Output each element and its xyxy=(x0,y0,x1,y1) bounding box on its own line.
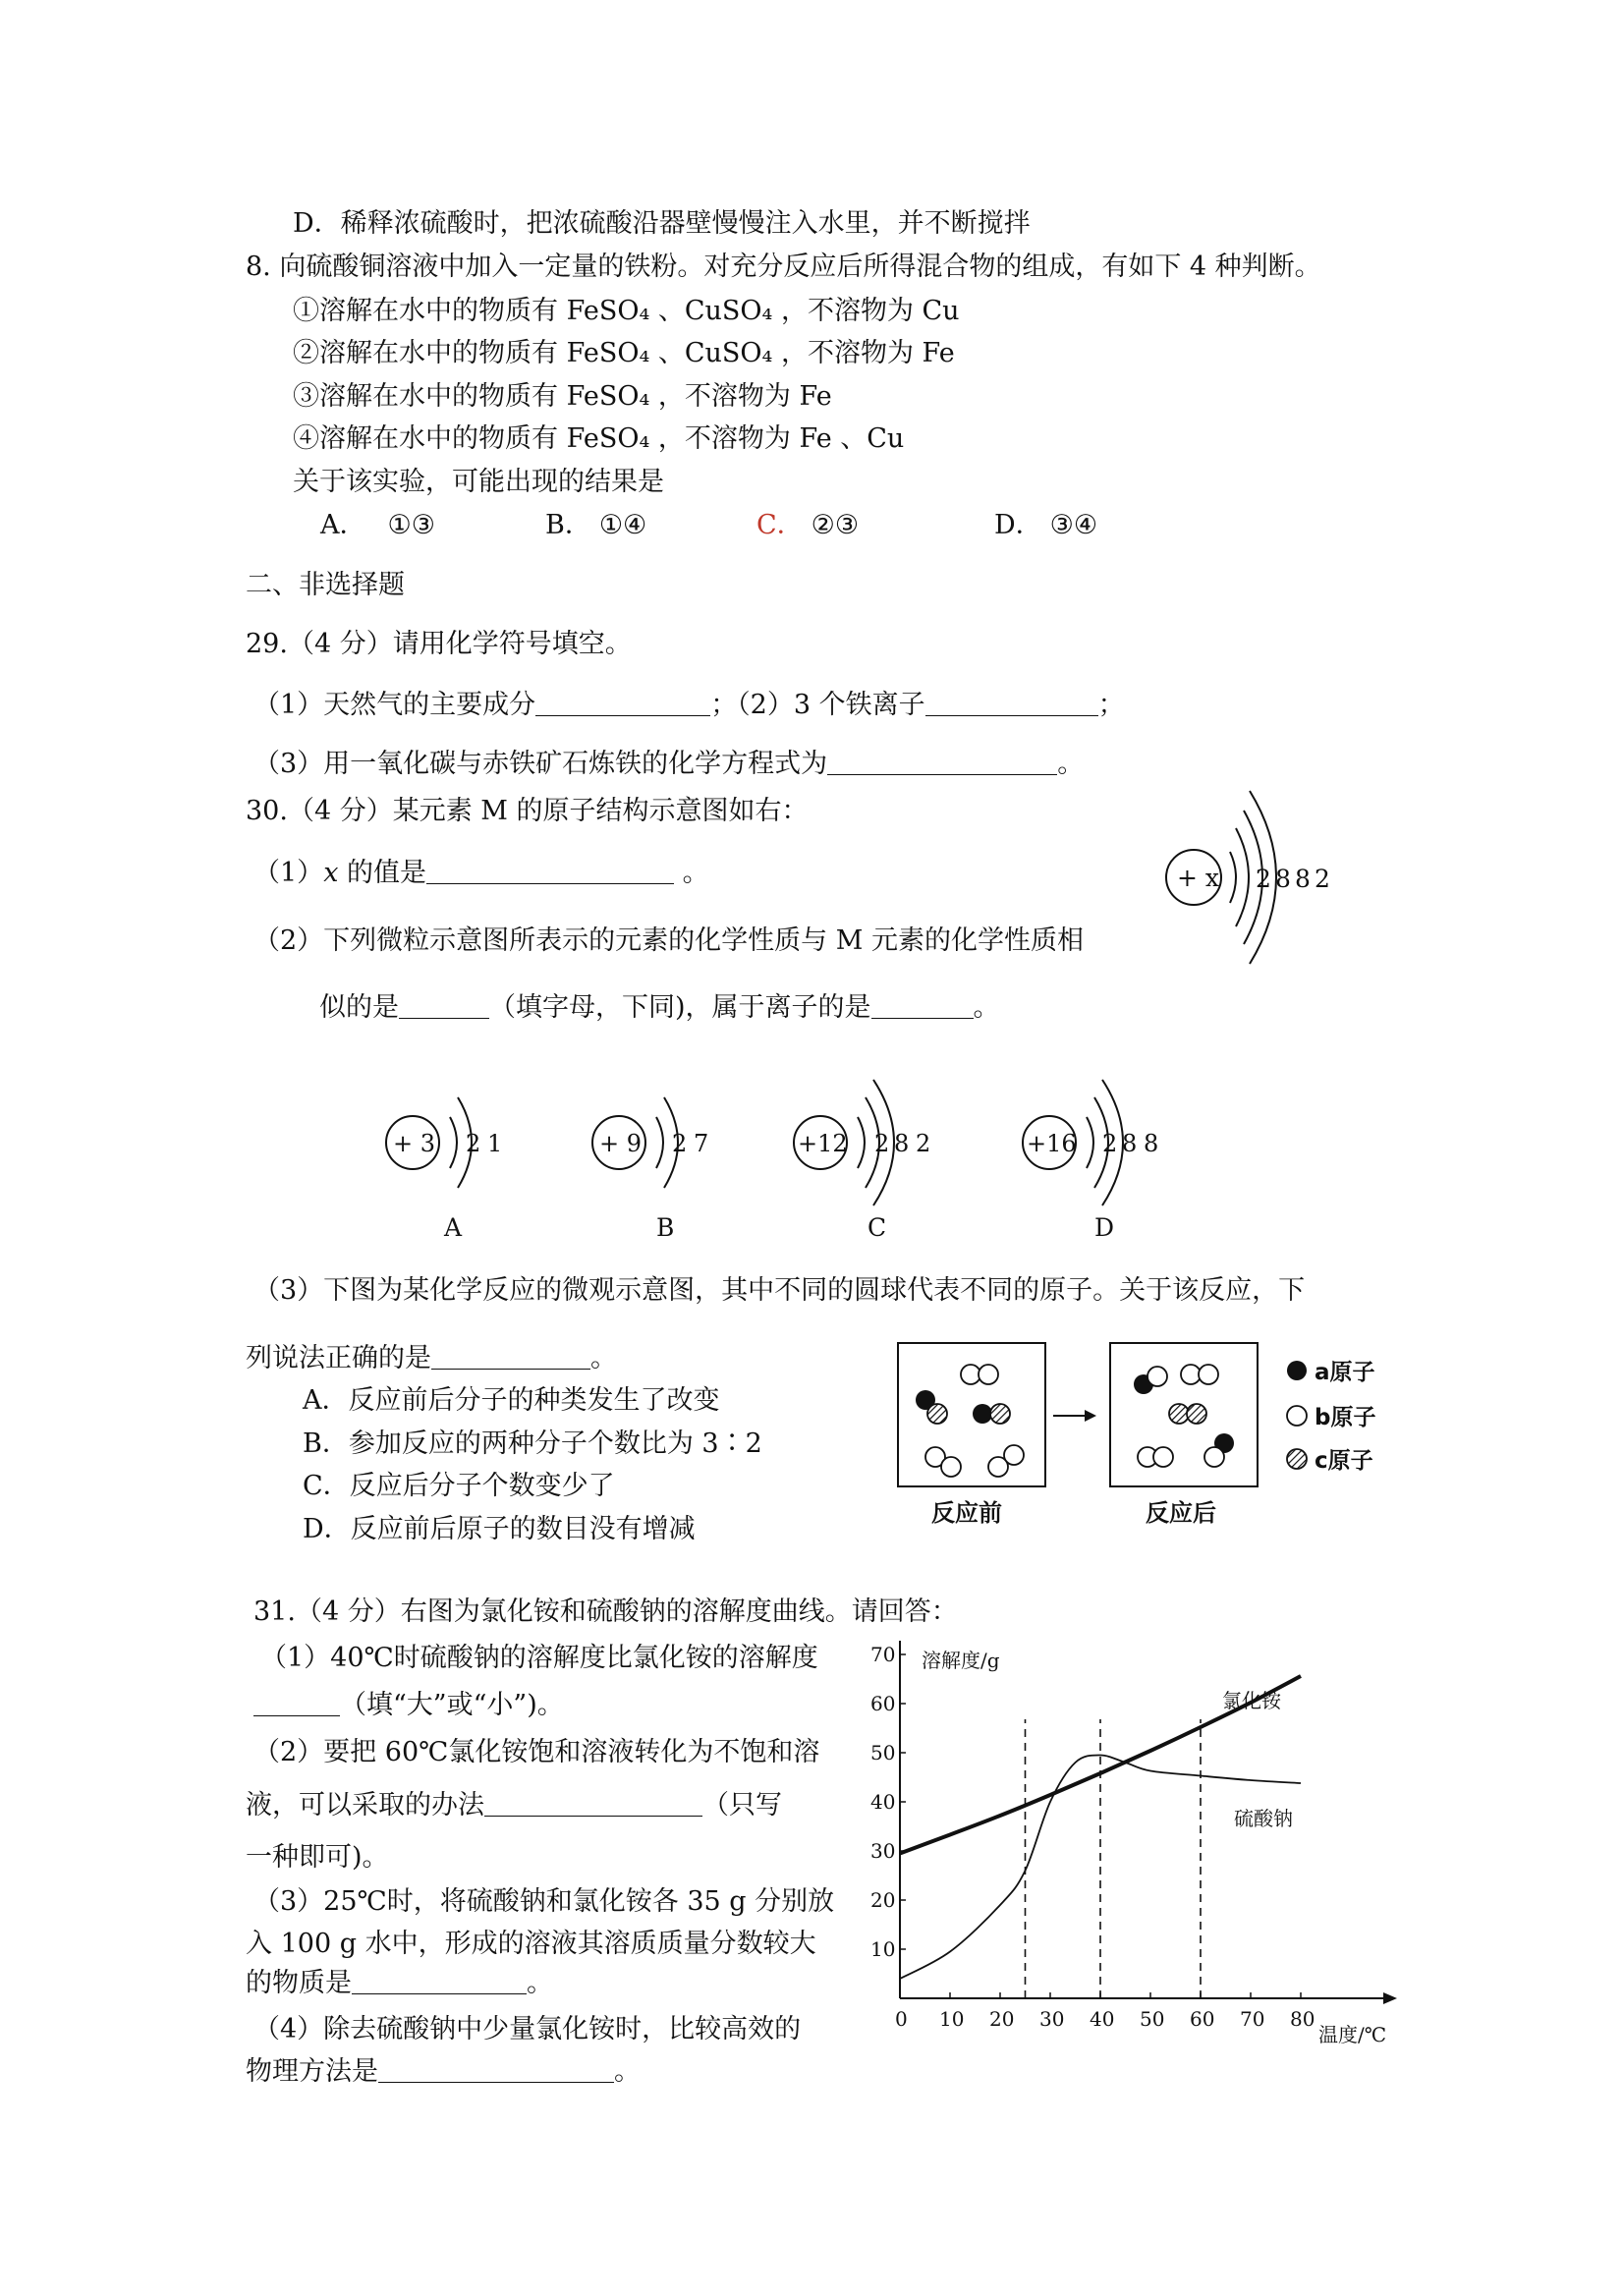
x-tick-label: 40 xyxy=(1090,2007,1115,2031)
y-tick-label: 50 xyxy=(870,1741,896,1764)
answer-blank-30-2[interactable] xyxy=(399,994,489,1019)
before-box xyxy=(898,1343,1045,1486)
q31-part-1-line-2: （填“大”或“小”)。 xyxy=(253,1690,564,1721)
svg-text:2: 2 xyxy=(466,1130,481,1157)
q31-part-2-line-2: 液，可以采取的办法 （只写 xyxy=(246,1790,782,1820)
reaction-diagram xyxy=(896,1341,1407,1538)
x-tick-label: 60 xyxy=(1190,2007,1215,2031)
q30-part-3-line-2: 列说法正确的是 。 xyxy=(246,1343,617,1373)
svg-text:8: 8 xyxy=(1144,1130,1159,1157)
particle-diagrams xyxy=(373,1066,1179,1243)
x-tick-label: 10 xyxy=(939,2007,965,2031)
q29-stem: 29.（4 分）请用化学符号填空。 xyxy=(246,629,632,659)
answer-blank-30-3[interactable] xyxy=(871,994,974,1019)
atom-m-diagram xyxy=(1159,781,1330,968)
y-tick-label: 20 xyxy=(870,1888,896,1912)
atom-m-nucleus-label: + x xyxy=(1177,864,1219,892)
after-label: 反应后 xyxy=(1146,1499,1216,1527)
particle-b[interactable] xyxy=(592,1097,708,1242)
x-tick-label: 20 xyxy=(989,2007,1015,2031)
solubility-chart xyxy=(865,1621,1415,2053)
q29-part-1: （1）天然气的主要成分 ；（2）3 个铁离子 ； xyxy=(253,690,1125,720)
answer-blank-31-1[interactable] xyxy=(253,1692,340,1716)
atom-m-shell-2: 8 xyxy=(1275,865,1291,893)
particle-d-label: D xyxy=(1094,1213,1115,1242)
chart-axes xyxy=(900,1641,1397,2004)
q31-part-1-line-1: （1）40℃时硫酸钠的溶解度比氯化铵的溶解度 xyxy=(260,1643,818,1673)
svg-text:+16: +16 xyxy=(1027,1130,1077,1157)
atom-m-shell-3: 8 xyxy=(1295,865,1311,893)
q30-part-2-line-2: 似的是 （填字母，下同)，属于离子的是 。 xyxy=(319,992,1000,1023)
q30-option-c[interactable]: C．反应后分子个数变少了 xyxy=(303,1471,615,1501)
y-tick-label: 10 xyxy=(870,1937,896,1961)
svg-text:8: 8 xyxy=(1122,1130,1138,1157)
svg-text:7: 7 xyxy=(694,1130,709,1157)
particle-c[interactable] xyxy=(794,1080,930,1242)
q30-part-2-line-1: （2）下列微粒示意图所表示的元素的化学性质与 M 元素的化学性质相 xyxy=(253,925,1084,956)
x-axis-label: 温度/℃ xyxy=(1318,2023,1387,2046)
q30-part-3-line-1: （3）下图为某化学反应的微观示意图，其中不同的圆球代表不同的原子。关于该反应，下 xyxy=(253,1275,1306,1306)
q30-stem: 30.（4 分）某元素 M 的原子结构示意图如右： xyxy=(246,796,809,826)
q8-option-b[interactable]: B． ①④ xyxy=(545,510,647,540)
legend-c: c原子 xyxy=(1315,1448,1373,1474)
svg-text:1: 1 xyxy=(487,1130,503,1157)
svg-text:+ 9: + 9 xyxy=(599,1130,643,1157)
q8-option-d[interactable]: D． ③④ xyxy=(994,510,1098,540)
svg-text:8: 8 xyxy=(894,1130,910,1157)
q30-part-1: （1）x 的值是 。 xyxy=(253,858,709,888)
particle-a[interactable] xyxy=(386,1097,502,1242)
svg-text:+12: +12 xyxy=(798,1130,848,1157)
q31-part-3-line-2: 入 100 g 水中，形成的溶液其溶质质量分数较大 xyxy=(246,1929,816,1959)
y-tick-label: 70 xyxy=(870,1643,896,1666)
svg-text:2: 2 xyxy=(672,1130,688,1157)
y-tick-label: 60 xyxy=(870,1692,896,1715)
section-2-title: 二、非选择题 xyxy=(246,570,405,600)
legend-a: a原子 xyxy=(1315,1360,1375,1385)
before-label: 反应前 xyxy=(931,1499,1002,1527)
q31-stem: 31.（4 分）右图为氯化铵和硫酸钠的溶解度曲线。请回答： xyxy=(253,1596,958,1627)
atom-m-shell-4: 2 xyxy=(1315,865,1330,893)
y-tick-label: 40 xyxy=(870,1790,896,1814)
after-box xyxy=(1110,1343,1258,1486)
q30-option-b[interactable]: B．参加反应的两种分子个数比为 3∶2 xyxy=(303,1428,762,1459)
x-tick-label: 70 xyxy=(1240,2007,1265,2031)
q8-judgment-2: ②溶解在水中的物质有 FeSO₄ 、CuSO₄ ，不溶物为 Fe xyxy=(293,338,955,368)
legend-b: b原子 xyxy=(1315,1405,1376,1430)
x-tick-label: 50 xyxy=(1140,2007,1165,2031)
q8-question: 关于该实验，可能出现的结果是 xyxy=(293,467,664,497)
answer-blank-29-2[interactable] xyxy=(925,692,1098,716)
answer-blank-29-1[interactable] xyxy=(535,692,710,716)
q31-part-3-line-3: 的物质是 。 xyxy=(246,1968,553,1998)
reaction-arrow xyxy=(1053,1410,1096,1422)
q31-part-2-line-3: 一种即可)。 xyxy=(246,1842,389,1873)
x-tick-label: 0 xyxy=(895,2007,908,2031)
particle-a-label: A xyxy=(444,1213,463,1242)
series-label-na2so4: 硫酸钠 xyxy=(1234,1807,1293,1830)
q8-option-c[interactable]: C． ②③ xyxy=(756,510,860,540)
q31-part-3-line-1: （3）25℃时，将硫酸钠和氯化铵各 35 g 分别放 xyxy=(253,1886,835,1917)
q31-part-2-line-1: （2）要把 60℃氯化铵饱和溶液转化为不饱和溶 xyxy=(253,1737,820,1767)
q30-option-d[interactable]: D．反应前后原子的数目没有增减 xyxy=(303,1514,696,1544)
answer-blank-31-3[interactable] xyxy=(352,1970,527,1994)
x-tick-label: 30 xyxy=(1039,2007,1065,2031)
particle-d[interactable] xyxy=(1023,1080,1158,1242)
particle-c-label: C xyxy=(867,1213,887,1242)
svg-text:2: 2 xyxy=(1102,1130,1118,1157)
series-label-nh4cl: 氯化铵 xyxy=(1222,1689,1281,1712)
q7-option-d: D．稀释浓硫酸时，把浓硫酸沿器壁慢慢注入水里，并不断搅拌 xyxy=(293,208,1031,239)
atom-m-shell-1: 2 xyxy=(1256,865,1271,893)
answer-blank-31-2[interactable] xyxy=(484,1792,702,1817)
answer-blank-29-3[interactable] xyxy=(827,751,1057,775)
q8-option-a[interactable]: A． ①③ xyxy=(320,510,435,540)
q8-judgment-3: ③溶解在水中的物质有 FeSO₄ ，不溶物为 Fe xyxy=(293,381,832,412)
q8-judgment-4: ④溶解在水中的物质有 FeSO₄ ，不溶物为 Fe 、Cu xyxy=(293,423,905,454)
particle-b-label: B xyxy=(656,1213,675,1242)
svg-text:2: 2 xyxy=(874,1130,890,1157)
q8-judgment-1: ①溶解在水中的物质有 FeSO₄ 、CuSO₄ ，不溶物为 Cu xyxy=(293,296,960,326)
answer-blank-31-4[interactable] xyxy=(378,2058,614,2083)
q29-part-3: （3）用一氧化碳与赤铁矿石炼铁的化学方程式为 。 xyxy=(253,749,1085,779)
y-tick-label: 30 xyxy=(870,1839,896,1863)
svg-text:+ 3: + 3 xyxy=(393,1130,436,1157)
x-tick-label: 80 xyxy=(1290,2007,1315,2031)
legend xyxy=(1287,1360,1375,1474)
q30-option-a[interactable]: A．反应前后分子的种类发生了改变 xyxy=(303,1385,720,1416)
y-axis-label: 溶解度/g xyxy=(922,1649,1000,1672)
svg-text:2: 2 xyxy=(916,1130,931,1157)
answer-blank-30-4[interactable] xyxy=(431,1345,590,1370)
q8-stem: 8. 向硫酸铜溶液中加入一定量的铁粉。对充分反应后所得混合物的组成，有如下 4 种判断。 xyxy=(246,252,1321,282)
q31-part-4-line-2: 物理方法是 。 xyxy=(246,2056,641,2087)
q31-part-4-line-1: （4）除去硫酸钠中少量氯化铵时，比较高效的 xyxy=(253,2014,802,2044)
answer-blank-30-1[interactable] xyxy=(426,860,674,884)
